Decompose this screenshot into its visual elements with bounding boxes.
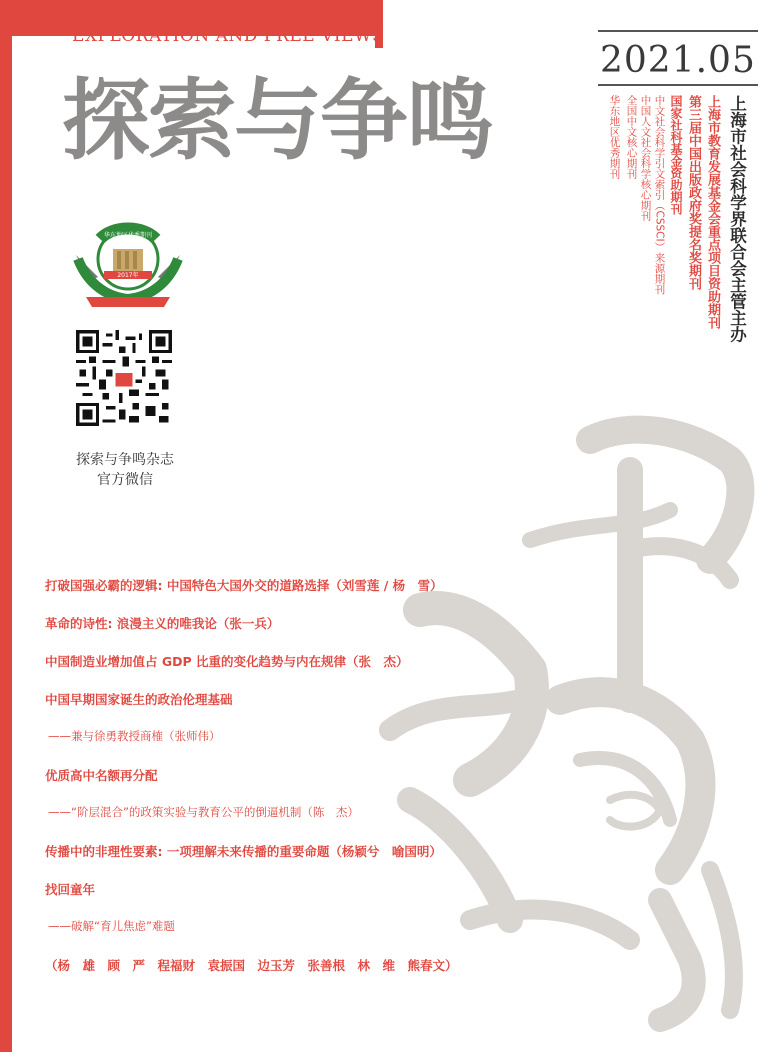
toc-item[interactable]: 传播中的非理性要素: 一项理解未来传播的重要命题（杨颖兮 喻国明） [45, 844, 442, 859]
wechat-qr-code[interactable] [76, 330, 172, 426]
qr-caption-line-2: 官方微信 [97, 472, 153, 488]
emblem-year: 2017年 [117, 272, 139, 279]
toc-item[interactable]: 找回童年 [45, 882, 96, 897]
credit-award: 第三届中国出版政府奖提名奖期刊 [686, 95, 701, 290]
credit-sponsor: 上海市社会科学界联合会主管主办 [727, 95, 747, 343]
toc-item[interactable]: 中国制造业增加值占 GDP 比重的变化趋势与内在规律（张 杰） [45, 654, 409, 669]
award-emblem-icon [68, 215, 188, 315]
left-red-band [0, 0, 12, 1052]
toc-authors[interactable]: （杨 雄 顾 严 程福财 袁振国 边玉芳 张善根 林 维 熊春文） [45, 958, 458, 973]
calligraphy-watermark [330, 400, 780, 1040]
qr-caption [50, 450, 200, 490]
credit-core-humanities: 中国人文社会科学核心期刊 [639, 95, 652, 221]
credit-nssf: 国家社科基金资助期刊 [669, 95, 683, 215]
journal-title: 探索与争鸣 [62, 68, 493, 172]
emblem-ribbon-text: 华东地区优秀期刊 [103, 232, 153, 239]
credit-funding: 上海市教育发展基金会重点项目资助期刊 [705, 95, 720, 329]
toc-subitem[interactable]: ——兼与徐勇教授商榷（张师伟） [48, 729, 221, 743]
credit-cssci: 中文社会科学引文索引（CSSCI）来源期刊 [653, 95, 666, 295]
credit-east-china: 华东地区优秀期刊 [608, 95, 621, 179]
qr-caption-line-1: 探索与争鸣杂志 [76, 452, 174, 468]
credit-core-chinese: 全国中文核心期刊 [625, 95, 638, 179]
toc-subitem[interactable]: ——“阶层混合”的政策实验与教育公平的倒逼机制（陈 杰） [48, 805, 359, 819]
issue-number: 2021.05 [600, 40, 756, 81]
toc-item[interactable]: 中国早期国家诞生的政治伦理基础 [45, 692, 233, 707]
cover-panel [12, 36, 375, 1052]
toc-item[interactable]: 优质高中名额再分配 [45, 768, 158, 783]
toc-item[interactable]: 打破国强必霸的逻辑: 中国特色大国外交的道路选择（刘雪莲 / 杨 雪） [45, 578, 443, 593]
issue-rule-bottom [598, 84, 758, 86]
english-title: EXPLORATION AND FREE VIEWS [72, 26, 385, 46]
issue-rule-top [598, 30, 758, 32]
toc-subitem[interactable]: ——破解“育儿焦虑”难题 [48, 919, 175, 933]
toc-item[interactable]: 革命的诗性: 浪漫主义的唯我论（张一兵） [45, 616, 280, 631]
